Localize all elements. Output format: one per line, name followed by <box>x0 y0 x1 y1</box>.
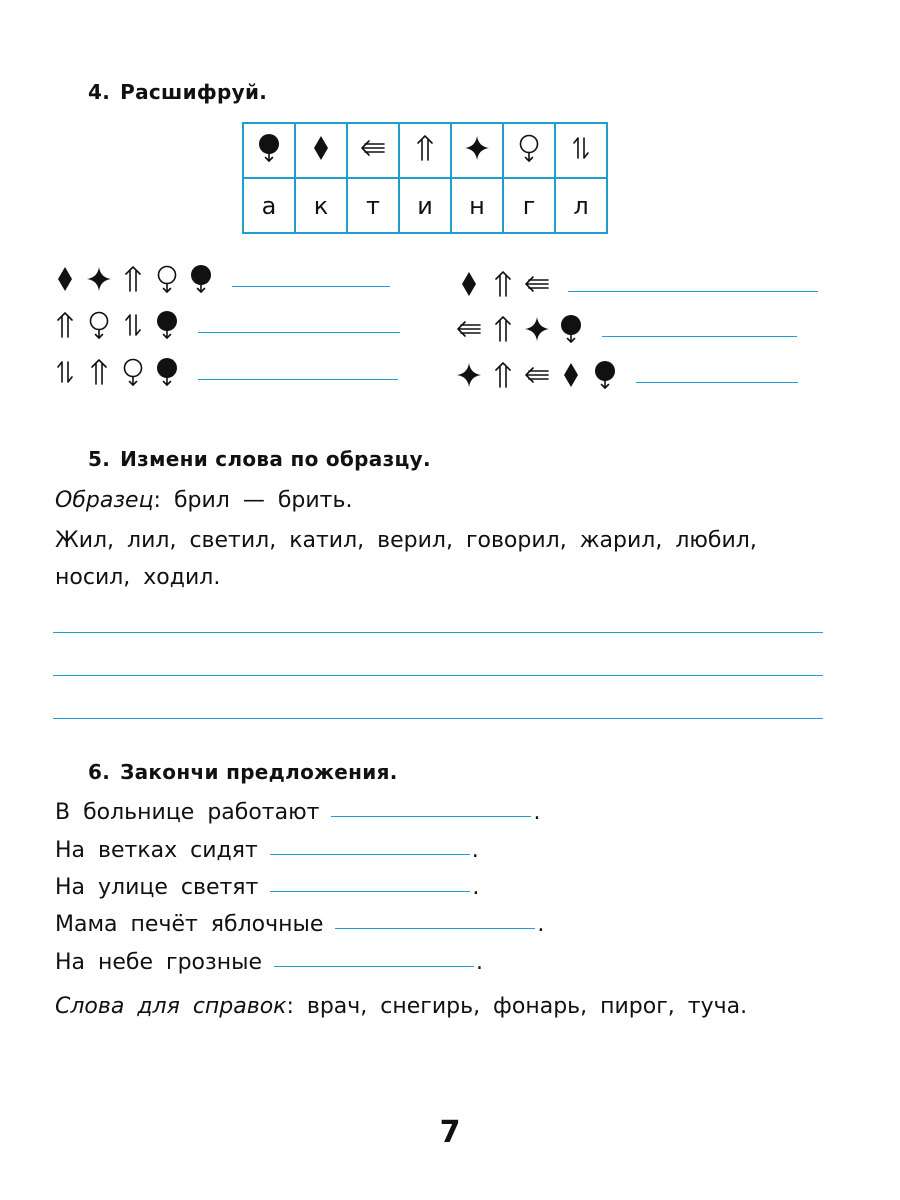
key-letter-cell: г <box>503 178 555 233</box>
sentence-blank[interactable] <box>274 965 474 967</box>
venus-icon <box>116 355 150 389</box>
task-6-title <box>88 760 398 784</box>
double-arrow-up-icon <box>486 267 520 301</box>
sentence-2 <box>55 838 479 863</box>
key-symbol-cell <box>503 123 555 178</box>
key-symbol-cell <box>399 123 451 178</box>
key-letter-cell: л <box>555 178 607 233</box>
sentence-3 <box>55 875 479 900</box>
sentence-period: . <box>476 950 484 975</box>
diamond-icon <box>554 358 588 392</box>
coded-word-row <box>452 312 797 346</box>
key-letter-cell: а <box>243 178 295 233</box>
up-down-harpoon-icon <box>48 355 82 389</box>
answer-line[interactable] <box>568 290 818 292</box>
sentence-1 <box>55 800 540 825</box>
diamond-icon <box>452 267 486 301</box>
sentence-period: . <box>533 800 541 825</box>
key-symbol-cell <box>295 123 347 178</box>
letter-row <box>243 178 607 233</box>
coded-word-row <box>48 355 398 389</box>
answer-line[interactable] <box>53 718 823 719</box>
sample-label: Образец <box>55 488 154 513</box>
double-arrow-up-icon <box>48 308 82 342</box>
task-heading: Измени слова по образцу. <box>120 447 431 471</box>
sentence-period: . <box>537 912 545 937</box>
answer-line[interactable] <box>198 331 400 333</box>
four-point-star-icon <box>464 135 490 161</box>
ball-arrow-icon <box>150 355 184 389</box>
page-number: 7 <box>439 1115 461 1150</box>
four-point-star-icon <box>520 312 554 346</box>
task-number: 5. <box>88 447 111 471</box>
sentence-blank[interactable] <box>270 890 470 892</box>
coded-word-row <box>48 262 390 296</box>
sentence-period: . <box>472 875 480 900</box>
up-down-harpoon-icon <box>116 308 150 342</box>
answer-line[interactable] <box>232 285 390 287</box>
triple-arrow-left-icon <box>360 137 386 159</box>
reference-label: Слова для справок <box>55 994 287 1019</box>
task-5-title <box>88 447 431 471</box>
symbol-row <box>243 123 607 178</box>
venus-icon <box>82 308 116 342</box>
sentence-text: На небе грозные <box>55 950 263 975</box>
sentence-blank[interactable] <box>270 853 470 855</box>
double-arrow-up-icon <box>82 355 116 389</box>
cipher-key-table <box>242 122 608 234</box>
ball-arrow-icon <box>256 133 282 163</box>
task-number: 6. <box>88 760 111 784</box>
sentence-blank[interactable] <box>335 927 535 929</box>
venus-icon <box>150 262 184 296</box>
sentence-4 <box>55 912 544 937</box>
ball-arrow-icon <box>150 308 184 342</box>
sample-line <box>55 484 352 518</box>
answer-line[interactable] <box>636 381 798 383</box>
task-heading: Закончи предложения. <box>120 760 398 784</box>
key-symbol-cell <box>347 123 399 178</box>
answer-line[interactable] <box>53 632 823 633</box>
ball-arrow-icon <box>184 262 218 296</box>
sentence-text: В больнице работают <box>55 800 320 825</box>
four-point-star-icon <box>82 262 116 296</box>
key-letter-cell: н <box>451 178 503 233</box>
words-line-1: Жил, лил, светил, катил, верил, говорил, жарил, любил, <box>55 528 757 553</box>
sentence-text: На ветках сидят <box>55 838 258 863</box>
words-line-2: носил, ходил. <box>55 565 221 590</box>
task-4-title <box>88 80 267 104</box>
venus-icon <box>516 133 542 163</box>
answer-line[interactable] <box>198 378 398 380</box>
key-symbol-cell <box>451 123 503 178</box>
sentence-blank[interactable] <box>331 815 531 817</box>
four-point-star-icon <box>452 358 486 392</box>
key-symbol-cell <box>243 123 295 178</box>
sentence-text: Мама печёт яблочные <box>55 912 324 937</box>
sentence-period: . <box>471 838 479 863</box>
triple-arrow-left-icon <box>520 267 554 301</box>
double-arrow-up-icon <box>486 312 520 346</box>
answer-line[interactable] <box>602 335 797 337</box>
key-letter-cell: т <box>347 178 399 233</box>
double-arrow-up-icon <box>486 358 520 392</box>
task-heading: Расшифруй. <box>120 80 268 104</box>
key-symbol-cell <box>555 123 607 178</box>
double-arrow-up-icon <box>415 134 435 162</box>
key-letter-cell: к <box>295 178 347 233</box>
coded-word-row <box>452 358 798 392</box>
sentence-5 <box>55 950 483 975</box>
answer-line[interactable] <box>53 675 823 676</box>
sentence-text: На улице светят <box>55 875 259 900</box>
triple-arrow-left-icon <box>452 312 486 346</box>
coded-word-row <box>48 308 400 342</box>
key-letter-cell: и <box>399 178 451 233</box>
coded-word-row <box>452 267 818 301</box>
up-down-harpoon-icon <box>571 134 591 162</box>
diamond-icon <box>312 134 330 162</box>
ball-arrow-icon <box>588 358 622 392</box>
reference-words <box>55 990 747 1024</box>
diamond-icon <box>48 262 82 296</box>
double-arrow-up-icon <box>116 262 150 296</box>
reference-list: : врач, снегирь, фонарь, пирог, туча. <box>286 994 748 1019</box>
triple-arrow-left-icon <box>520 358 554 392</box>
task-number: 4. <box>88 80 111 104</box>
sample-text: : брил — брить. <box>153 488 353 513</box>
ball-arrow-icon <box>554 312 588 346</box>
